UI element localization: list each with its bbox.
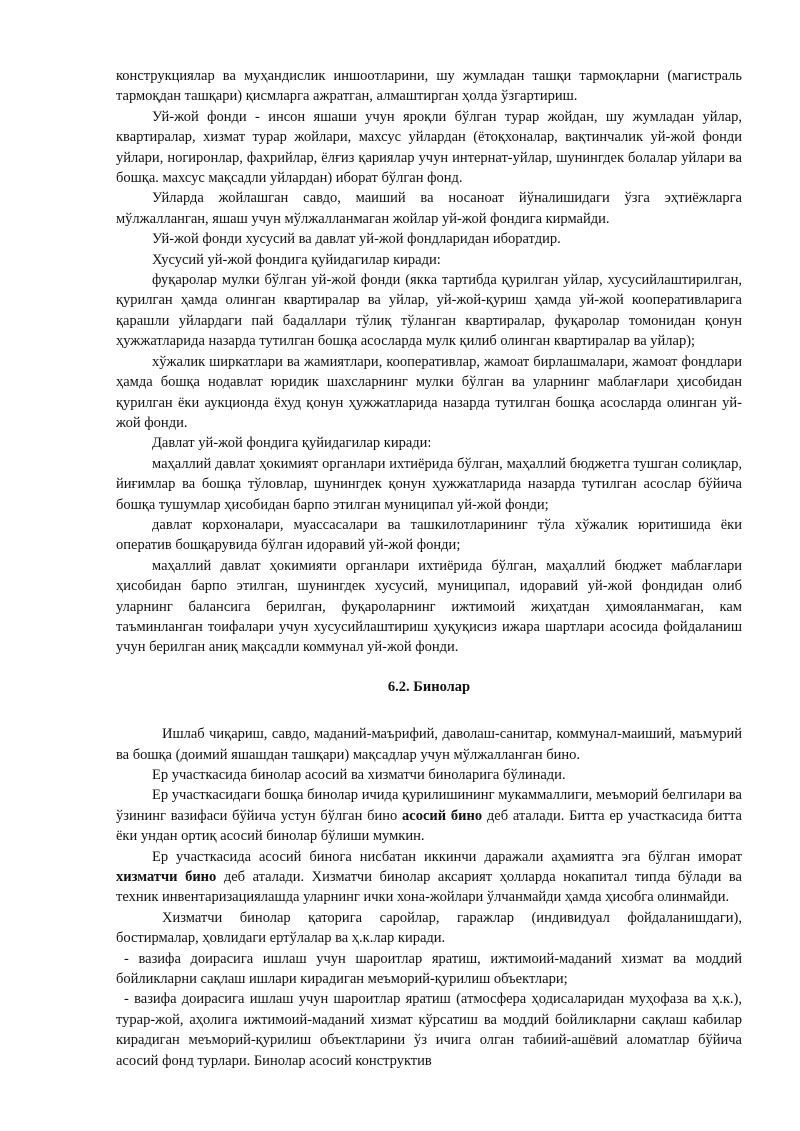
text-run: Ер участкасида асосий бинога нисбатан иккинчи даражали аҳамиятга эга бўлган иморат bbox=[152, 848, 742, 865]
paragraph-citizen-property: фуқаролар мулки бўлган уй-жой фонди (якка тартибда қурилган уйлар, хусусийлаштирилган, қурилган ҳамда олинган квартиралар ва уйлар, уй-жой-қуриш ҳамда уй-жой кооперативларига қарашли уйлардаги пай бадаллари тўлиқ тўланган квартиралар, фуқаролар томонидан қонун ҳужжатларида назарда тутилган бошқа асосларда мулк қилиб олинган квартиралар ва уйлар); bbox=[116, 272, 742, 350]
paragraph-departmental-fund: давлат корхоналари, муассасалари ва ташкилотларининг тўла хўжалик юритишида ёки оператив бошқарувида бўлган идоравий уй-жой фонди; bbox=[116, 516, 742, 554]
paragraph-fund-types: Уй-жой фонди хусусий ва давлат уй-жой фондларидан иборатдир. bbox=[152, 231, 561, 248]
paragraph-housing-fund-definition: Уй-жой фонди - инсон яшаши учун яроқли бўлган турар жойдан, шу жумладан уйлар, квартиралар, хизмат турар жойлари, махсус уйлардан (ётоқхоналар, вақтинчалик уй-жой фонди уйлари, ногиронлар, фахрийлар, ёлғиз қариялар учун интернат-уйлар, шунингдек болалар уйлари ва бошқа. махсус мақсадли уйлардан) иборат бўлган фонд. bbox=[116, 108, 742, 187]
paragraph-building-classes: Ер участкасида бинолар асосий ва хизматчи биноларига бўлинади. bbox=[152, 767, 566, 783]
paragraph-service-building bbox=[116, 847, 742, 908]
list-item-dash-1: - вазифа доирасига ишлаш учун шароитлар яратиш, ижтимоий-маданий хизмат ва моддий бойликларни сақлаш ишлари кирадиган меъморий-қурилиш объектлари; bbox=[116, 950, 742, 988]
paragraph-state-fund-intro: Давлат уй-жой фондига қуйидагилар киради: bbox=[152, 435, 432, 452]
document-page bbox=[116, 66, 742, 1071]
paragraph-continuation: конструкциялар ва муҳандислик иншоотларини, шу жумладан ташқи тармоқларни (магистраль тармоқдан ташқари) қисмларга ажратган, алмаштирган ҳолда ўзгартириш. bbox=[116, 68, 742, 105]
text-run: Ер участкасидаги бошқа бинолар ичида қурилишининг мукаммаллиги, меъморий белгилари ва ўзининг вазифаси бўйича устун бўлган бино bbox=[116, 787, 742, 824]
term-main-building: асосий бино bbox=[402, 807, 483, 824]
paragraph-main-building bbox=[116, 785, 742, 846]
section-heading: 6.2. Бинолар bbox=[387, 678, 471, 695]
paragraph-private-fund-intro: Хусусий уй-жой фондига қуйидагилар киради: bbox=[152, 251, 441, 268]
paragraph-companies-property: хўжалик ширкатлари ва жамиятлари, кооперативлар, жамоат бирлашмалари, жамоат фондлари ҳамда бошқа нодавлат юридик шахсларнинг мулки бўлган ва уларнинг маблағлари ҳисобидан қурилган ёки аукционда ёхуд қонун ҳужжатларида назарда тутилган бошқа асосларда олинган уй-жой фонди. bbox=[116, 353, 742, 431]
term-service-building: хизматчи бино bbox=[116, 869, 217, 886]
paragraph-non-residential: Уйларда жойлашган савдо, маиший ва носаноат йўналишидаги ўзга эҳтиёжларга мўлжалланган, яшаш учун мўлжалланмаган жойлар уй-жой фондига кирмайди. bbox=[116, 190, 742, 227]
text-run: деб аталади. Битта ер участкасида битта ёки ундан ортиқ асосий бинолар бўлиши мумкин. bbox=[116, 807, 742, 845]
paragraph-communal-fund: маҳаллий давлат ҳокимияти органлари ихтиёрида бўлган, маҳаллий бюджет маблағлари ҳисобидан барпо этилган, шунингдек хусусий, муниципал, идоравий уй-жой фондидан олиб уларнинг балансига берилган, фуқароларнинг ижтимоий жиҳатдан ҳимояланмаган, кам таъминланган тоифалари учун хусусийлаштириш ҳуқуқисиз ижара шартлари асосида фойдаланиш учун берилган аниқ мақсадли коммунал уй-жой фонди. bbox=[116, 557, 742, 656]
paragraph-building-definition: Ишлаб чиқариш, савдо, маданий-маърифий, даволаш-санитар, коммунал-маиший, маъмурий ва бошқа (доимий яшашдан ташқари) мақсадлар учун мўлжалланган бино. bbox=[116, 726, 742, 763]
text-run: деб аталади. Хизматчи бинолар аксарият ҳолларда нокапитал типда бўлади ва техник инвентаризациялашда уларнинг ички хона-жойлари ўлчанмайди ҳамда ҳисобга олинмайди. bbox=[116, 869, 742, 906]
list-item-dash-2: - вазифа доирасига ишлаш учун шароитлар яратиш (атмосфера ҳодисаларидан муҳофаза ва ҳ.к.), турар-жой, аҳолига ижтимоий-маданий хизмат кўрсатиш ва моддий бойликларни сақлаш кабилар кирадиган меъморий-қурилиш объектларини ўз ичига олган табиий-ашёвий аломатлар бўйича асосий фонд турлари. Бинолар асосий конструктив bbox=[116, 991, 742, 1069]
paragraph-service-building-examples: Хизматчи бинолар қаторига саройлар, гаражлар (индивидуал фойдаланишдаги), бостирмалар, ҳовлидаги ертўлалар ва ҳ.к.лар киради. bbox=[116, 909, 742, 947]
paragraph-municipal-fund: маҳаллий давлат ҳокимият органлари ихтиёрида бўлган, маҳаллий бюджетга тушган солиқлар, йиғимлар ва бошқа тўловлар, шунингдек қонун ҳужжатларида назарда тутилган асослар бўйича бошқа тушумлар ҳисобидан барпо этилган муниципал уй-жой фонди; bbox=[116, 455, 742, 513]
